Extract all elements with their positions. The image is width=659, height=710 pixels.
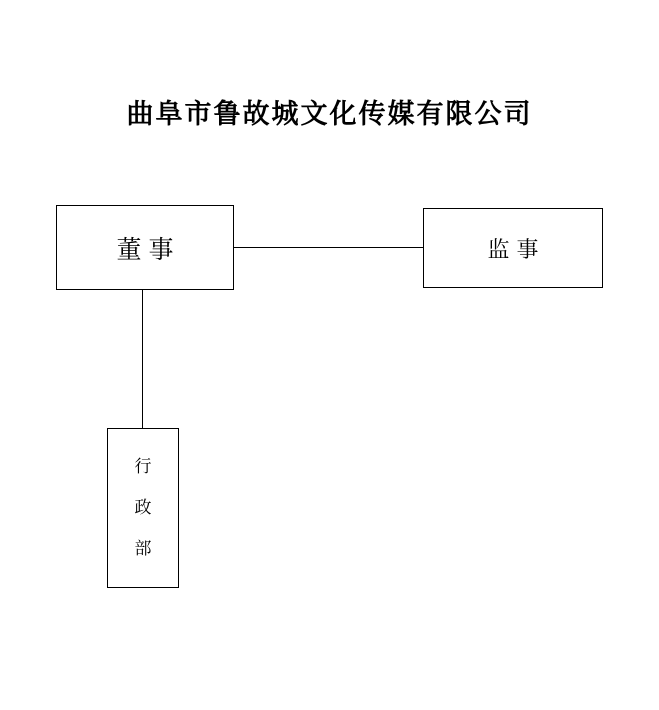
page-title: 曲阜市鲁故城文化传媒有限公司 bbox=[126, 99, 533, 130]
org-node-director bbox=[56, 205, 234, 290]
connector-director-admin bbox=[142, 290, 143, 428]
org-node-supervisor bbox=[423, 208, 603, 288]
org-node-supervisor-label: 监事 bbox=[487, 237, 546, 263]
org-node-director-label: 董事 bbox=[116, 234, 181, 264]
org-node-administration bbox=[107, 428, 179, 588]
org-node-administration-label: 行 政 部 bbox=[134, 456, 152, 559]
connector-director-supervisor bbox=[234, 247, 423, 248]
